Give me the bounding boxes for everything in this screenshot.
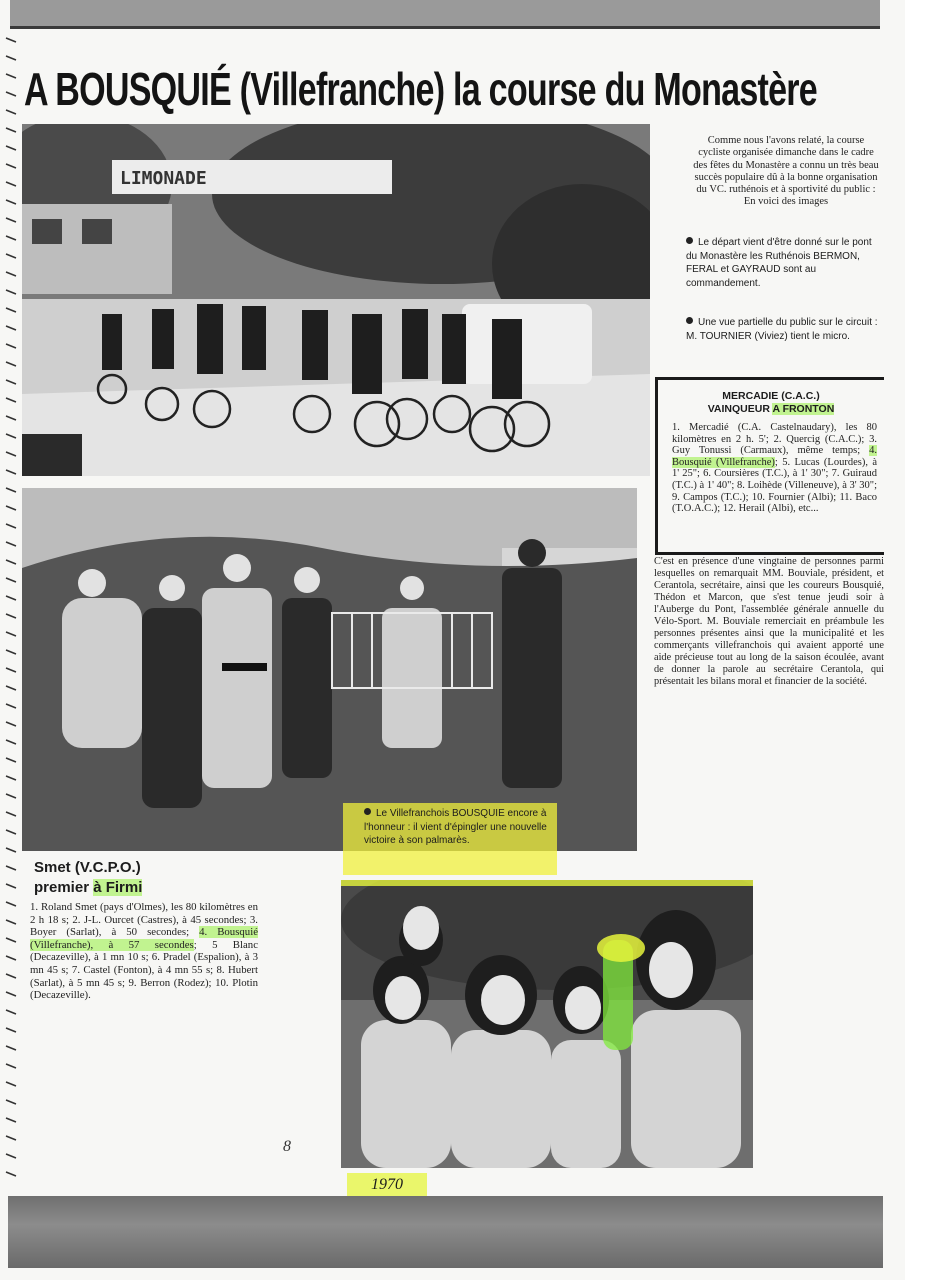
- smet-title: [34, 858, 142, 898]
- fronton-title-2: [658, 403, 884, 416]
- caption-public: [686, 316, 882, 343]
- bullet-icon: [686, 317, 693, 324]
- fronton-results-before: 1. Mercadié (C.A. Castelnaudary), les 80 kilomètres en 2 h. 5'; 2. Quercig (C.A.C.); 3. Guy Tonussi (Carmaux), même temps;: [672, 422, 877, 457]
- top-rule: [10, 26, 880, 29]
- smet-results-highlight: 4. Bousquié (Villefranche), à 57 secondes: [30, 926, 258, 951]
- photo-race-start: [22, 124, 650, 476]
- scan-top-band: [10, 0, 880, 26]
- headline: A BOUSQUIÉ (Villefranche) la course du Monastère: [24, 63, 818, 115]
- smet-results: [30, 901, 258, 1002]
- photo-crowd: [22, 488, 637, 851]
- intro-paragraph: Comme nous l'avons relaté, la course cycliste organisée dimanche dans le cadre des fêtes du Monastère a connu un très beau succès populaire dû à la bonne organisation du VC. ruthénois et à sportivité du public : En voici des images: [693, 135, 879, 208]
- smet-results-after: ; 5 Blanc (Decazeville), à 1 mn 10 s; 6. Pradel (Espalion), à 3 mn 45 s; 7. Castel (Fonton), à 4 mn 55 s; 8. Hubert (Sarlat), à 5 mn 45 s; 9. Berron (Rodez); 10. Plotin (Decazeville).: [30, 938, 258, 1002]
- caption-bousquie: [364, 807, 552, 848]
- bullet-icon: [364, 808, 371, 815]
- photo-winner: [341, 880, 753, 1168]
- race-start-image: [22, 124, 650, 476]
- smet-results-before: 1. Roland Smet (pays d'Olmes), les 80 kilomètres en 2 h 18 s; 2. J-L. Ourcet (Castres), à 45 secondes; 3. Boyer (Sarlat), à 50 secondes;: [30, 901, 258, 939]
- caption-public-text: Une vue partielle du public sur le circuit : M. TOURNIER (Viviez) tient le micro.: [686, 317, 878, 342]
- fronton-results: [672, 422, 877, 515]
- caption-bousquie-text: Le Villefranchois BOUSQUIE encore à l'honneur : il vient d'épingler une nouvelle victoire à son palmarès.: [364, 808, 547, 846]
- smet-title-line2: [34, 878, 142, 898]
- winner-image: [341, 880, 753, 1168]
- bullet-icon: [686, 237, 693, 244]
- notebook-spiral: [2, 30, 24, 1190]
- fronton-title-highlight: A FRONTON: [772, 403, 835, 415]
- smet-title-prefix: premier: [34, 879, 94, 896]
- page-number: 8: [283, 1138, 291, 1155]
- smet-title-highlight: à Firmi: [93, 879, 143, 896]
- scan-bottom-band: [8, 1196, 883, 1268]
- crowd-image: [22, 488, 637, 851]
- fronton-results-after: ; 5. Lucas (Lourdes), à 1' 25"; 6. Coursières (T.C.), à 1' 30"; 7. Guiraud (T.C.) à 1' 40"; 8. Loihède (Villeneuve), à 3' 30"; 9. Campos (T.C.); 10. Fournier (Albi); 11. Baco (T.O.A.C.); 12. Herail (Albi), etc...: [672, 456, 877, 515]
- caption-depart-text: Le départ vient d'être donné sur le pont du Monastère les Ruthénois BERMON, FERAL et GAYRAUD sont au commandement.: [686, 237, 872, 289]
- year-label: 1970: [347, 1173, 427, 1197]
- fronton-results-highlight: 4. Bousquié (Villefranche): [672, 445, 877, 468]
- fronton-title-1: MERCADIE (C.A.C.): [722, 390, 820, 402]
- caption-depart: [686, 236, 882, 290]
- banner-text: LIMONADE: [120, 168, 207, 189]
- fronton-title-prefix: VAINQUEUR: [707, 403, 773, 415]
- assembly-paragraph: C'est en présence d'une vingtaine de personnes parmi lesquelles on remarquait MM. Bouviale, président, et Cerantola, secrétaire, ainsi que les coureurs Bousquié, Thédon et Marcon, que s'est tenue jeudi soir à l'Auberge du Pont, l'assemblée générale annuelle du Vélo-Sport. M. Bouviale remerciait en préambule les personnes présentes ainsi que la municipalité et les commerçants villefranchois qui avaient apporté une aide précieuse tout au long de la saison écoulée, avant de donner la parole au secrétaire Cerantola, qui présentait les bilans moral et financier de la société.: [654, 556, 884, 687]
- smet-title-line1: Smet (V.C.P.O.): [34, 859, 141, 876]
- fronton-results-box: [655, 377, 884, 555]
